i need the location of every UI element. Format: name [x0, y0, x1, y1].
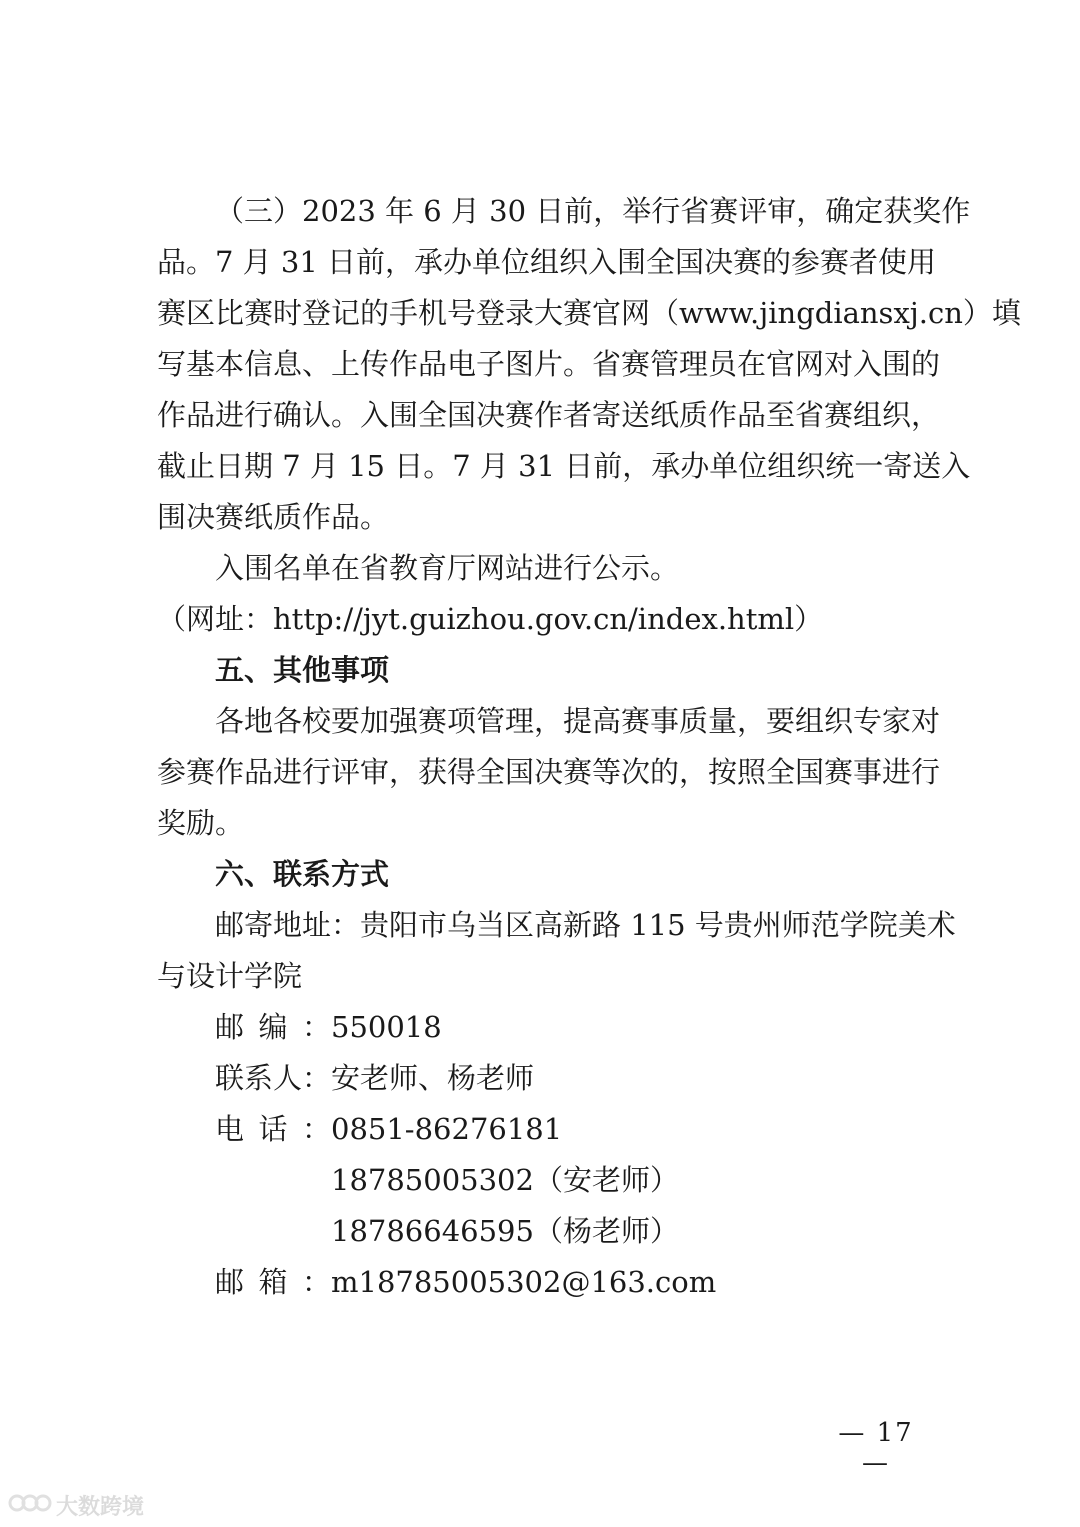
- text-line: 奖励。: [157, 806, 245, 840]
- watermark-text: 大数跨境: [56, 1494, 145, 1520]
- address-line: 与设计学院: [157, 959, 303, 993]
- email-label: 邮箱：: [215, 1265, 331, 1299]
- paragraph-schedule: [157, 186, 1021, 543]
- contact-person-value: 安老师、杨老师: [331, 1061, 535, 1095]
- phone-label: 电话：: [215, 1112, 331, 1146]
- contact-person-row: [157, 1053, 927, 1104]
- contact-person-label: 联系人：: [215, 1061, 332, 1095]
- text-line: 写基本信息、上传作品电子图片。省赛管理员在官网对入围的: [157, 347, 941, 381]
- section-contact: [157, 849, 956, 1308]
- text-line: 入围名单在省教育厅网站进行公示。: [215, 551, 680, 585]
- section-heading: 六、联系方式: [215, 857, 390, 891]
- watermark-logo-icon: [8, 1490, 52, 1520]
- section-heading: 五、其他事项: [215, 653, 390, 687]
- phone-row-3: 18786646595（杨老师）: [331, 1214, 679, 1248]
- text-line: 作品进行确认。入围全国决赛作者寄送纸质作品至省赛组织，: [157, 398, 941, 432]
- text-line: 参赛作品进行评审，获得全国决赛等次的，按照全国赛事进行: [157, 755, 941, 789]
- postcode-label: 邮编：: [215, 1010, 331, 1044]
- section-other-matters: [157, 645, 941, 849]
- text-line: 赛区比赛时登记的手机号登录大赛官网（www.jingdiansxj.cn）填: [157, 296, 1021, 330]
- text-line: 各地各校要加强赛项管理，提高赛事质量，要组织专家对: [215, 704, 941, 738]
- email-row: [157, 1257, 927, 1308]
- phone-row-2: 18785005302（安老师）: [331, 1163, 679, 1197]
- text-line: 品。7 月 31 日前，承办单位组织入围全国决赛的参赛者使用: [157, 245, 937, 279]
- postcode-value: 550018: [331, 1010, 442, 1044]
- text-line: 截止日期 7 月 15 日。7 月 31 日前，承办单位组织统一寄送入: [157, 449, 971, 483]
- url-line: （网址：http://jyt.guizhou.gov.cn/index.html）: [157, 602, 824, 636]
- phone-value: 0851-86276181: [331, 1112, 563, 1146]
- paragraph-publicity: [157, 543, 927, 645]
- postcode-row: [157, 1002, 927, 1053]
- address-line: 邮寄地址：贵阳市乌当区高新路 115 号贵州师范学院美术: [215, 908, 956, 942]
- phone-row: [157, 1104, 927, 1155]
- text-line: 围决赛纸质作品。: [157, 500, 390, 534]
- watermark: [8, 1490, 144, 1520]
- email-value: m18785005302@163.com: [331, 1265, 717, 1299]
- page-number: — 17 —: [838, 1418, 914, 1478]
- text-line: （三）2023 年 6 月 30 日前，举行省赛评审，确定获奖作: [215, 194, 971, 228]
